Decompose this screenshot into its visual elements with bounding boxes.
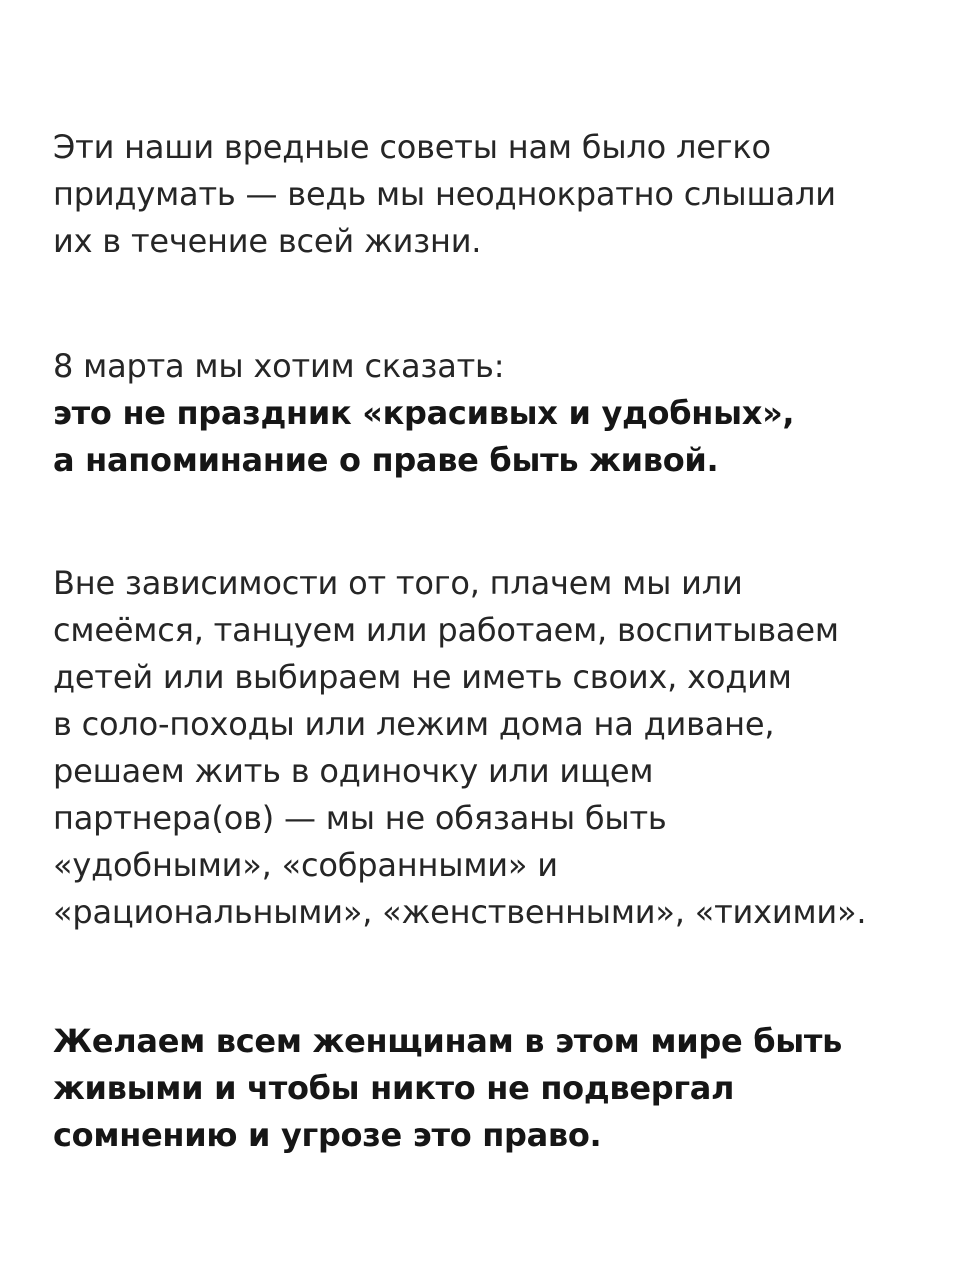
- text-line-bold: а напоминание о праве быть живой.: [53, 441, 719, 479]
- text-line: живыми и чтобы никто не подвергал: [53, 1069, 735, 1107]
- text-line: партнера(ов) — мы не обязаны быть: [53, 799, 667, 837]
- text-line: детей или выбираем не иметь своих, ходим: [53, 658, 792, 696]
- text-line: Вне зависимости от того, плачем мы или: [53, 564, 743, 602]
- text-line-bold: это не праздник «красивых и удобных»,: [53, 394, 795, 432]
- paragraph-march8: [53, 343, 933, 484]
- text-line: их в течение всей жизни.: [53, 222, 482, 260]
- paragraph-regardless: [53, 560, 933, 936]
- text-line-lead: 8 марта мы хотим сказать:: [53, 347, 505, 385]
- text-line: в соло-походы или лежим дома на диване,: [53, 705, 775, 743]
- text-line: смеёмся, танцуем или работаем, воспитываем: [53, 611, 839, 649]
- paragraph-wish: [53, 1018, 933, 1159]
- text-line: Желаем всем женщинам в этом мире быть: [53, 1022, 843, 1060]
- text-line: решаем жить в одиночку или ищем: [53, 752, 654, 790]
- text-line: придумать — ведь мы неоднократно слышали: [53, 175, 836, 213]
- text-line: Эти наши вредные советы нам было легко: [53, 128, 771, 166]
- text-line: «рациональными», «женственными», «тихими».: [53, 893, 867, 931]
- text-line: сомнению и угрозе это право.: [53, 1116, 602, 1154]
- paragraph-intro: [53, 124, 933, 265]
- text-line: «удобными», «собранными» и: [53, 846, 558, 884]
